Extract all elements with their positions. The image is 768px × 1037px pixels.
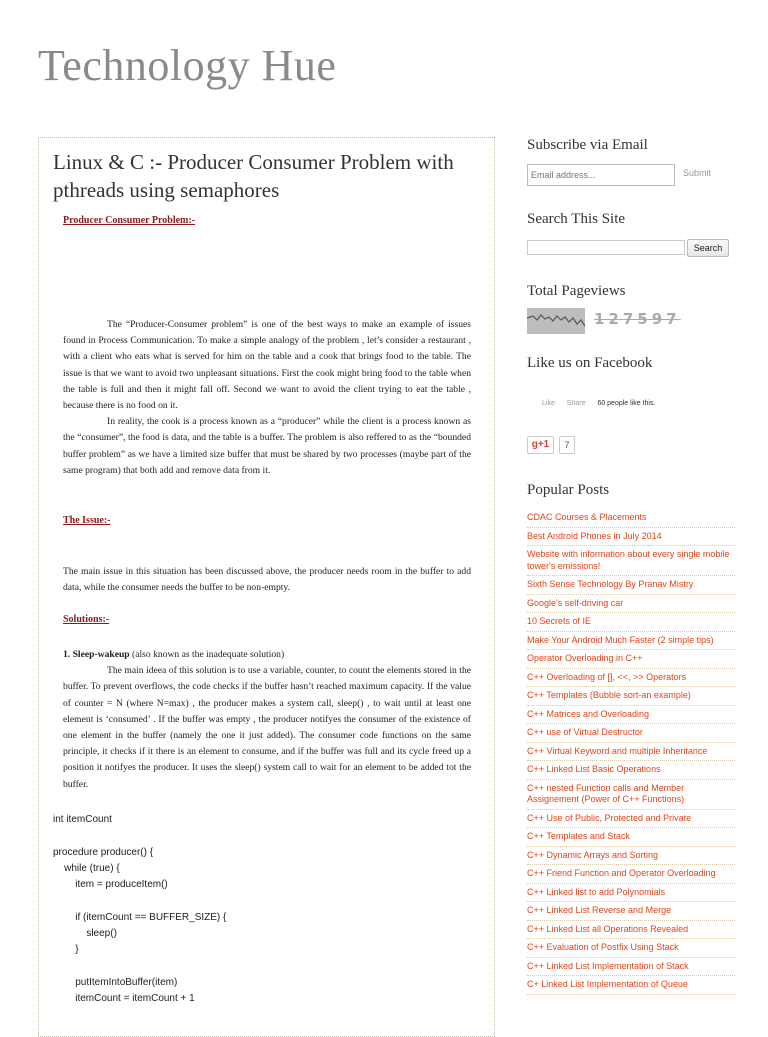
- popular-post-link[interactable]: C++ Templates and Stack: [527, 828, 735, 847]
- paragraph: The main ideea of this solution is to use a variable, counter, to count the elements stored in the buffer. To prevent overflows, the code checks if the buffer hasn’t reached maximum capacity. If the value of counter = N (where N=max) , the producer makes a system call, sleep() , to wait until at least one element is ‘consumed’ . If the buffer was empty , the producer notifyes the consumer of the existence of one element in the buffer (namely the one it just added). The consumer code functions on the same principle, it checks if it there is an element to consume, and if the buffer was full and its cycle freed up a position it notifyes the producer. It uses the sleep() system call to wait for an element to be added tot the buffer.: [63, 665, 471, 790]
- popular-post-link[interactable]: Make Your Android Much Faster (2 simple tips): [527, 632, 735, 651]
- popular-posts-list: [527, 509, 735, 995]
- popular-posts-title: Popular Posts: [527, 482, 610, 498]
- popular-post-link[interactable]: C++ Linked list to add Polynomials: [527, 884, 735, 903]
- gplus-count: 7: [559, 436, 575, 454]
- popular-post-link[interactable]: C++ nested Function calls and Member Assignement (Power of C++ Functions): [527, 780, 735, 810]
- code-line: }: [53, 944, 79, 956]
- search-title: Search This Site: [527, 211, 626, 227]
- popular-post-link[interactable]: Operator Overloading in C++: [527, 650, 735, 669]
- solution-name: 1. Sleep-wakeup: [63, 649, 130, 660]
- code-line: itemCount = itemCount + 1: [53, 993, 195, 1005]
- popular-post-link[interactable]: C++ Use of Public, Protected and Private: [527, 810, 735, 829]
- submit-button[interactable]: Submit: [683, 168, 712, 178]
- gplus-button[interactable]: g+1: [527, 436, 554, 454]
- pageviews-count: 127597: [594, 310, 681, 328]
- pageviews-sparkline: [527, 308, 585, 334]
- popular-post-link[interactable]: C++ Linked List Reverse and Merge: [527, 902, 735, 921]
- facebook-like-count: 60 people like this.: [597, 400, 656, 407]
- facebook-like-button[interactable]: Like: [542, 400, 555, 407]
- popular-post-link[interactable]: C++ Overloading of [], <<, >> Operators: [527, 669, 735, 688]
- email-input[interactable]: [527, 164, 675, 186]
- section-heading-solutions: Solutions:-: [63, 614, 110, 625]
- popular-post-link[interactable]: C++ Templates (Bubble sort-an example): [527, 687, 735, 706]
- popular-post-link[interactable]: C++ Dynamic Arrays and Sorting: [527, 847, 735, 866]
- paragraph: In reality, the cook is a process known as a “producer” while the client is a process known as the “consumer”, the food is data, and the table is a buffer. The problem is also reffered to as the “bounded buffer problem” as we have a limited size buffer that must be shared by two processes (maybe part of the same program) that both add and remove data from it.: [63, 416, 471, 476]
- solution-subtitle: (also known as the inadequate solution): [129, 649, 285, 660]
- section-heading-producer-consumer: Producer Consumer Problem:-: [63, 215, 196, 226]
- post-body-solution: [63, 647, 471, 793]
- site-title[interactable]: Technology Hue: [38, 41, 337, 90]
- popular-post-link[interactable]: Website with information about every single mobile tower's emissions!: [527, 546, 735, 576]
- code-line: if (itemCount == BUFFER_SIZE) {: [53, 911, 227, 923]
- post-body-issue: [63, 564, 471, 596]
- search-input[interactable]: [527, 240, 685, 255]
- post-title[interactable]: Linux & C :- Producer Consumer Problem with pthreads using semaphores: [53, 150, 454, 202]
- popular-post-link[interactable]: Best Android Phones in July 2014: [527, 528, 735, 547]
- search-button[interactable]: Search: [687, 239, 729, 257]
- code-line: int itemCount: [53, 814, 112, 825]
- popular-post-link[interactable]: C++ Linked List Basic Operations: [527, 761, 735, 780]
- sparkline-graph: [527, 308, 585, 334]
- popular-post-link[interactable]: CDAC Courses & Placements: [527, 509, 735, 528]
- popular-post-link[interactable]: C++ use of Virtual Destructor: [527, 724, 735, 743]
- popular-post-link[interactable]: Sixth Sense Technology By Pranav Mistry: [527, 576, 735, 595]
- code-line: sleep(): [53, 928, 117, 940]
- code-block: [53, 812, 226, 1008]
- paragraph: The “Producer-Consumer problem” is one of the best ways to make an example of issues found in Process Communication. To make a simple analogy of the problem , let’s consider a restaurant , with a client who eats what is served for him on the table and a cook that brings food to the table. The issue is that we want to avoid two unpleasant situations. First the cook might bring food to the table when the table is full and then it might fall off. Second we want to avoid the client trying to eat the table , because there is no food on it.: [63, 319, 471, 412]
- popular-post-link[interactable]: C+ Linked List Implementation of Queue: [527, 976, 735, 995]
- code-line: procedure producer() {: [53, 846, 154, 858]
- post-body-intro: [63, 317, 471, 479]
- popular-post-link[interactable]: Google's self-driving car: [527, 595, 735, 614]
- section-heading-issue: The Issue:-: [63, 515, 111, 526]
- solution-title: [63, 647, 471, 663]
- facebook-like-box: [542, 400, 665, 407]
- facebook-title: Like us on Facebook: [527, 355, 653, 371]
- popular-post-link[interactable]: C++ Matrices and Overloading: [527, 706, 735, 725]
- subscribe-title: Subscribe via Email: [527, 137, 648, 153]
- popular-post-link[interactable]: C++ Linked List all Operations Revealed: [527, 921, 735, 940]
- pageviews-title: Total Pageviews: [527, 283, 626, 299]
- code-line: while (true) {: [53, 862, 120, 874]
- code-line: item = produceItem(): [53, 879, 168, 891]
- popular-post-link[interactable]: C++ Linked List Implementation of Stack: [527, 958, 735, 977]
- popular-post-link[interactable]: 10 Secrets of IE: [527, 613, 735, 632]
- popular-post-link[interactable]: C++ Friend Function and Operator Overloading: [527, 865, 735, 884]
- facebook-share-button[interactable]: Share: [566, 400, 586, 407]
- paragraph: The main issue in this situation has been discussed above, the producer needs room in the buffer to add data, while the consumer needs the buffer to be non-empty.: [63, 566, 471, 594]
- code-line: putItemIntoBuffer(item): [53, 976, 178, 988]
- popular-post-link[interactable]: C++ Virtual Keyword and multiple Inheritance: [527, 743, 735, 762]
- popular-post-link[interactable]: C++ Evaluation of Postfix Using Stack: [527, 939, 735, 958]
